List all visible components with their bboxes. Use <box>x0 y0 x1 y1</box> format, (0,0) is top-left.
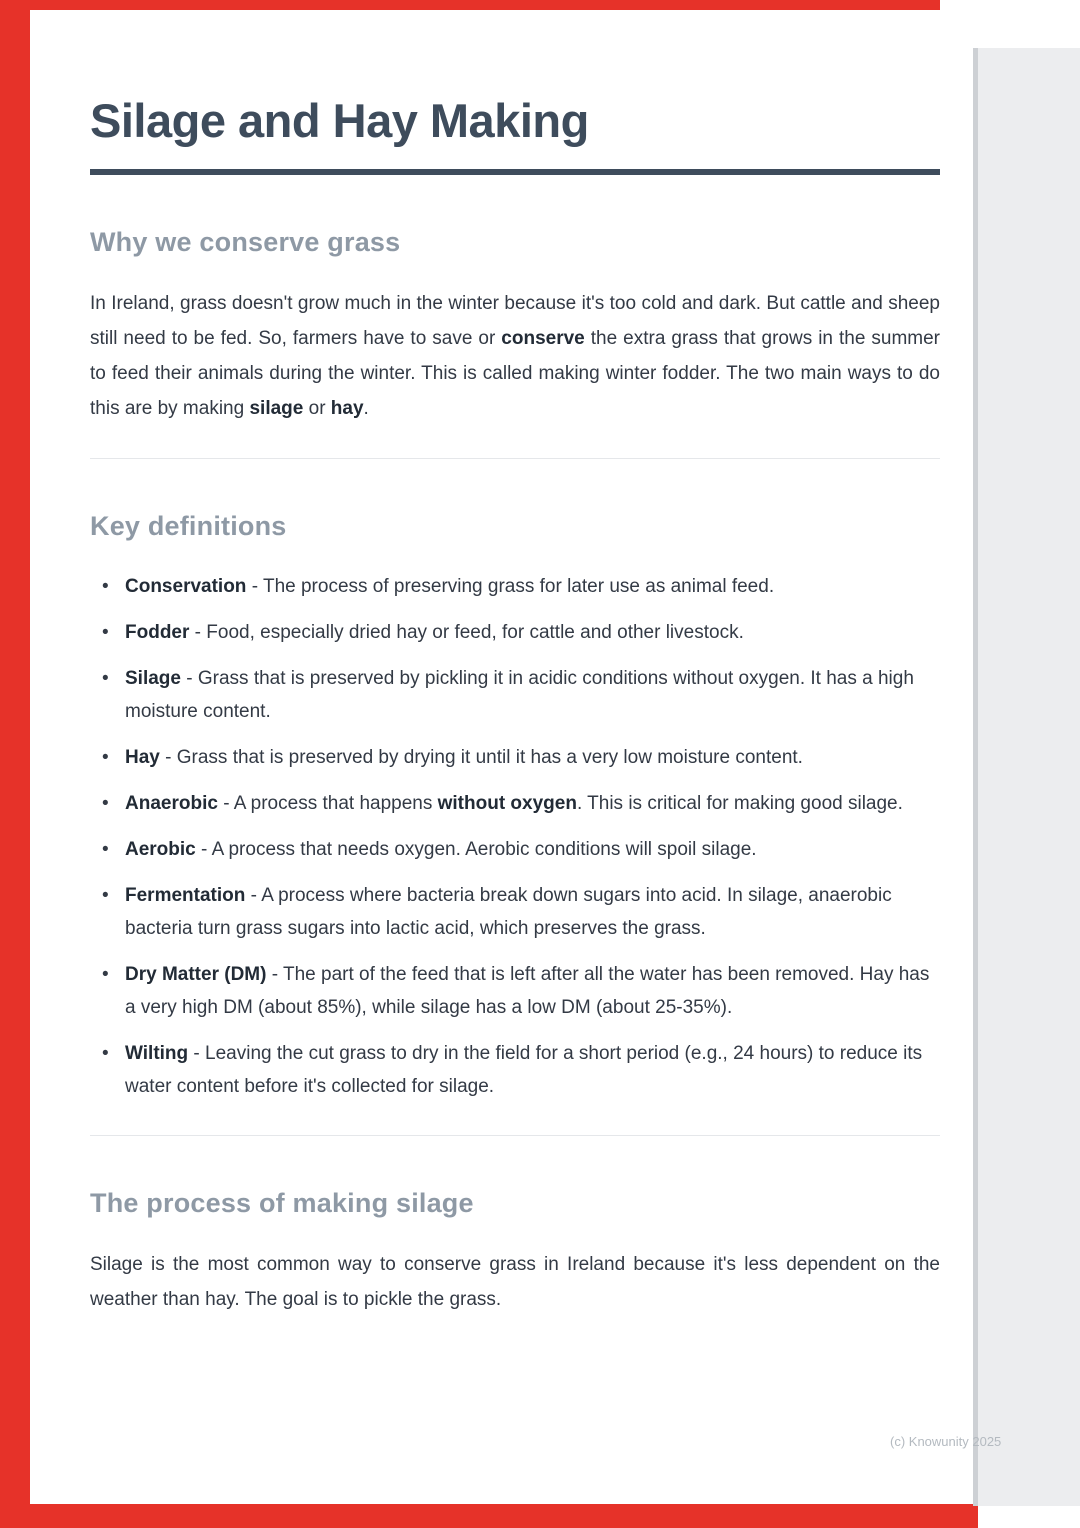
scroll-gutter[interactable] <box>978 48 1080 1506</box>
definition-item <box>90 741 940 774</box>
text: - Food, especially dried hay or feed, for cattle and other livestock. <box>189 622 744 644</box>
definition-item <box>90 787 940 820</box>
text: - A process that happens <box>217 793 438 815</box>
definition-item <box>90 1037 940 1103</box>
page-border-bottom <box>0 1504 978 1528</box>
section-heading-process-of-making-silage: The process of making silage <box>90 1188 474 1219</box>
bold-text: conserve <box>501 328 585 350</box>
definitions-list <box>90 570 940 1103</box>
bold-text: hay <box>330 398 364 420</box>
definition-item <box>90 570 940 603</box>
section-divider <box>90 458 940 459</box>
bold-text: without oxygen <box>437 793 577 815</box>
text: . This is critical for making good silage. <box>576 793 903 815</box>
text: - A process where bacteria break down sugars into acid. In silage, anaerobic bacteria turn grass sugars into lactic acid, which preserves the grass. <box>125 885 892 940</box>
bold-text: Hay <box>125 747 160 769</box>
bold-text: Conservation <box>125 576 247 598</box>
paragraph-process-of-making-silage <box>90 1247 940 1317</box>
bold-text: Silage <box>125 668 181 690</box>
definition-item <box>90 958 940 1024</box>
bold-text: Fodder <box>125 622 190 644</box>
text: the extra grass that grows in the summer to feed their animals during the winter. This is called making winter fodder. The two main ways to do this are by making <box>90 328 940 420</box>
section-heading-why-we-conserve-grass: Why we conserve grass <box>90 227 401 258</box>
document-page <box>90 0 940 1317</box>
text: or <box>303 398 331 420</box>
text: - A process that needs oxygen. Aerobic conditions will spoil silage. <box>195 839 757 861</box>
page-edge-line <box>973 48 978 1506</box>
bold-text: Dry Matter (DM) <box>125 964 267 986</box>
text: - The process of preserving grass for later use as animal feed. <box>246 576 775 598</box>
paragraph-why-we-conserve-grass <box>90 286 940 426</box>
copyright-note: (c) Knowunity 2025 <box>890 1434 1002 1449</box>
definition-item <box>90 662 940 728</box>
text: - Grass that is preserved by pickling it in acidic conditions without oxygen. It has a high moisture content. <box>125 668 914 723</box>
text: Silage is the most common way to conserve grass in Ireland because it's less dependent on the weather than hay. The goal is to pickle the grass. <box>90 1254 940 1311</box>
text: In Ireland, grass doesn't grow much in the winter because it's too cold and dark. But cattle and sheep still need to be fed. So, farmers have to save or <box>90 293 940 350</box>
page-title: Silage and Hay Making <box>90 94 589 147</box>
text: . <box>363 398 369 420</box>
bold-text: silage <box>249 398 304 420</box>
text: - Leaving the cut grass to dry in the field for a short period (e.g., 24 hours) to reduce its water content before it's collected for silage. <box>125 1043 923 1098</box>
definition-item <box>90 616 940 649</box>
text: - The part of the feed that is left after all the water has been removed. Hay has a very high DM (about 85%), while silage has a low DM (about 25-35%). <box>125 964 930 1019</box>
bold-text: Aerobic <box>125 839 196 861</box>
bold-text: Anaerobic <box>125 793 218 815</box>
section-divider <box>90 1135 940 1136</box>
page-border-left <box>0 0 30 1528</box>
bold-text: Fermentation <box>125 885 246 907</box>
bold-text: Wilting <box>125 1043 189 1065</box>
text: - Grass that is preserved by drying it until it has a very low moisture content. <box>159 747 803 769</box>
definition-item <box>90 833 940 866</box>
definition-item <box>90 879 940 945</box>
section-heading-key-definitions: Key definitions <box>90 511 287 542</box>
title-rule <box>90 169 940 175</box>
